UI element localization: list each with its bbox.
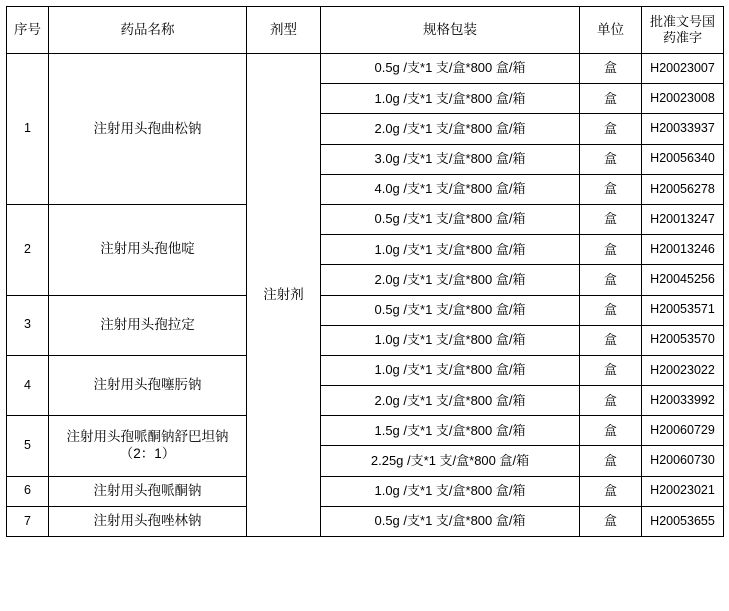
cell-spec: 0.5g /支*1 支/盒*800 盒/箱 [321, 506, 580, 536]
table-row [7, 476, 724, 506]
cell-unit: 盒 [580, 506, 642, 536]
cell-approval-number: H20013247 [642, 204, 724, 234]
cell-seq: 2 [7, 204, 49, 295]
cell-spec: 2.0g /支*1 支/盒*800 盒/箱 [321, 265, 580, 295]
cell-unit: 盒 [580, 325, 642, 355]
table-row [7, 295, 724, 325]
table-header [7, 7, 724, 54]
cell-drug-name: 注射用头孢拉定 [49, 295, 247, 355]
column-header-approval-line1: 批准文号国 [649, 13, 715, 29]
cell-spec: 1.0g /支*1 支/盒*800 盒/箱 [321, 355, 580, 385]
column-header-name: 药品名称 [49, 7, 247, 54]
cell-unit: 盒 [580, 295, 642, 325]
cell-unit: 盒 [580, 204, 642, 234]
cell-approval-number: H20033992 [642, 386, 724, 416]
cell-spec: 1.0g /支*1 支/盒*800 盒/箱 [321, 84, 580, 114]
cell-unit: 盒 [580, 54, 642, 84]
cell-unit: 盒 [580, 416, 642, 446]
cell-spec: 0.5g /支*1 支/盒*800 盒/箱 [321, 295, 580, 325]
cell-unit: 盒 [580, 386, 642, 416]
cell-drug-name: 注射用头孢噻肟钠 [49, 355, 247, 415]
cell-approval-number: H20045256 [642, 265, 724, 295]
cell-unit: 盒 [580, 114, 642, 144]
cell-drug-name-main: 注射用头孢哌酮钠舒巴坦钠 [66, 429, 229, 445]
column-header-form: 剂型 [247, 7, 321, 54]
cell-spec: 3.0g /支*1 支/盒*800 盒/箱 [321, 144, 580, 174]
table-header-row [7, 7, 724, 54]
cell-dosage-form: 注射剂 [247, 54, 321, 537]
cell-spec: 1.5g /支*1 支/盒*800 盒/箱 [321, 416, 580, 446]
cell-unit: 盒 [580, 265, 642, 295]
cell-unit: 盒 [580, 355, 642, 385]
cell-approval-number: H20056340 [642, 144, 724, 174]
cell-spec: 0.5g /支*1 支/盒*800 盒/箱 [321, 54, 580, 84]
cell-seq: 1 [7, 54, 49, 205]
cell-approval-number: H20023008 [642, 84, 724, 114]
cell-approval-number: H20023021 [642, 476, 724, 506]
column-header-unit: 单位 [580, 7, 642, 54]
column-header-approval-line2: 药准字 [662, 30, 702, 45]
column-header-seq: 序号 [7, 7, 49, 54]
cell-drug-name: 注射用头孢哌酮钠 [49, 476, 247, 506]
cell-drug-name: 注射用头孢他啶 [49, 204, 247, 295]
cell-drug-name: 注射用头孢唑林钠 [49, 506, 247, 536]
cell-approval-number: H20053570 [642, 325, 724, 355]
table-row [7, 204, 724, 234]
cell-drug-name [49, 416, 247, 476]
cell-spec: 1.0g /支*1 支/盒*800 盒/箱 [321, 476, 580, 506]
cell-approval-number: H20023007 [642, 54, 724, 84]
cell-seq: 4 [7, 355, 49, 415]
cell-spec: 2.25g /支*1 支/盒*800 盒/箱 [321, 446, 580, 476]
cell-approval-number: H20033937 [642, 114, 724, 144]
drug-specification-table [6, 6, 724, 537]
table-row [7, 506, 724, 536]
cell-seq: 6 [7, 476, 49, 506]
cell-approval-number: H20060729 [642, 416, 724, 446]
cell-approval-number: H20013246 [642, 235, 724, 265]
cell-seq: 3 [7, 295, 49, 355]
column-header-spec: 规格包装 [321, 7, 580, 54]
cell-spec: 2.0g /支*1 支/盒*800 盒/箱 [321, 386, 580, 416]
column-header-approval [642, 7, 724, 54]
cell-seq: 5 [7, 416, 49, 476]
cell-spec: 2.0g /支*1 支/盒*800 盒/箱 [321, 114, 580, 144]
cell-drug-name: 注射用头孢曲松钠 [49, 54, 247, 205]
cell-approval-number: H20023022 [642, 355, 724, 385]
table-row [7, 54, 724, 84]
cell-unit: 盒 [580, 144, 642, 174]
cell-unit: 盒 [580, 84, 642, 114]
cell-unit: 盒 [580, 235, 642, 265]
cell-approval-number: H20060730 [642, 446, 724, 476]
table-row [7, 416, 724, 446]
cell-unit: 盒 [580, 446, 642, 476]
cell-approval-number: H20056278 [642, 174, 724, 204]
cell-spec: 1.0g /支*1 支/盒*800 盒/箱 [321, 325, 580, 355]
cell-unit: 盒 [580, 476, 642, 506]
cell-approval-number: H20053571 [642, 295, 724, 325]
cell-spec: 0.5g /支*1 支/盒*800 盒/箱 [321, 204, 580, 234]
cell-spec: 4.0g /支*1 支/盒*800 盒/箱 [321, 174, 580, 204]
cell-spec: 1.0g /支*1 支/盒*800 盒/箱 [321, 235, 580, 265]
table-row [7, 355, 724, 385]
cell-drug-name-ratio: （2：1） [119, 445, 176, 461]
table-body [7, 54, 724, 537]
cell-unit: 盒 [580, 174, 642, 204]
cell-seq: 7 [7, 506, 49, 536]
cell-approval-number: H20053655 [642, 506, 724, 536]
